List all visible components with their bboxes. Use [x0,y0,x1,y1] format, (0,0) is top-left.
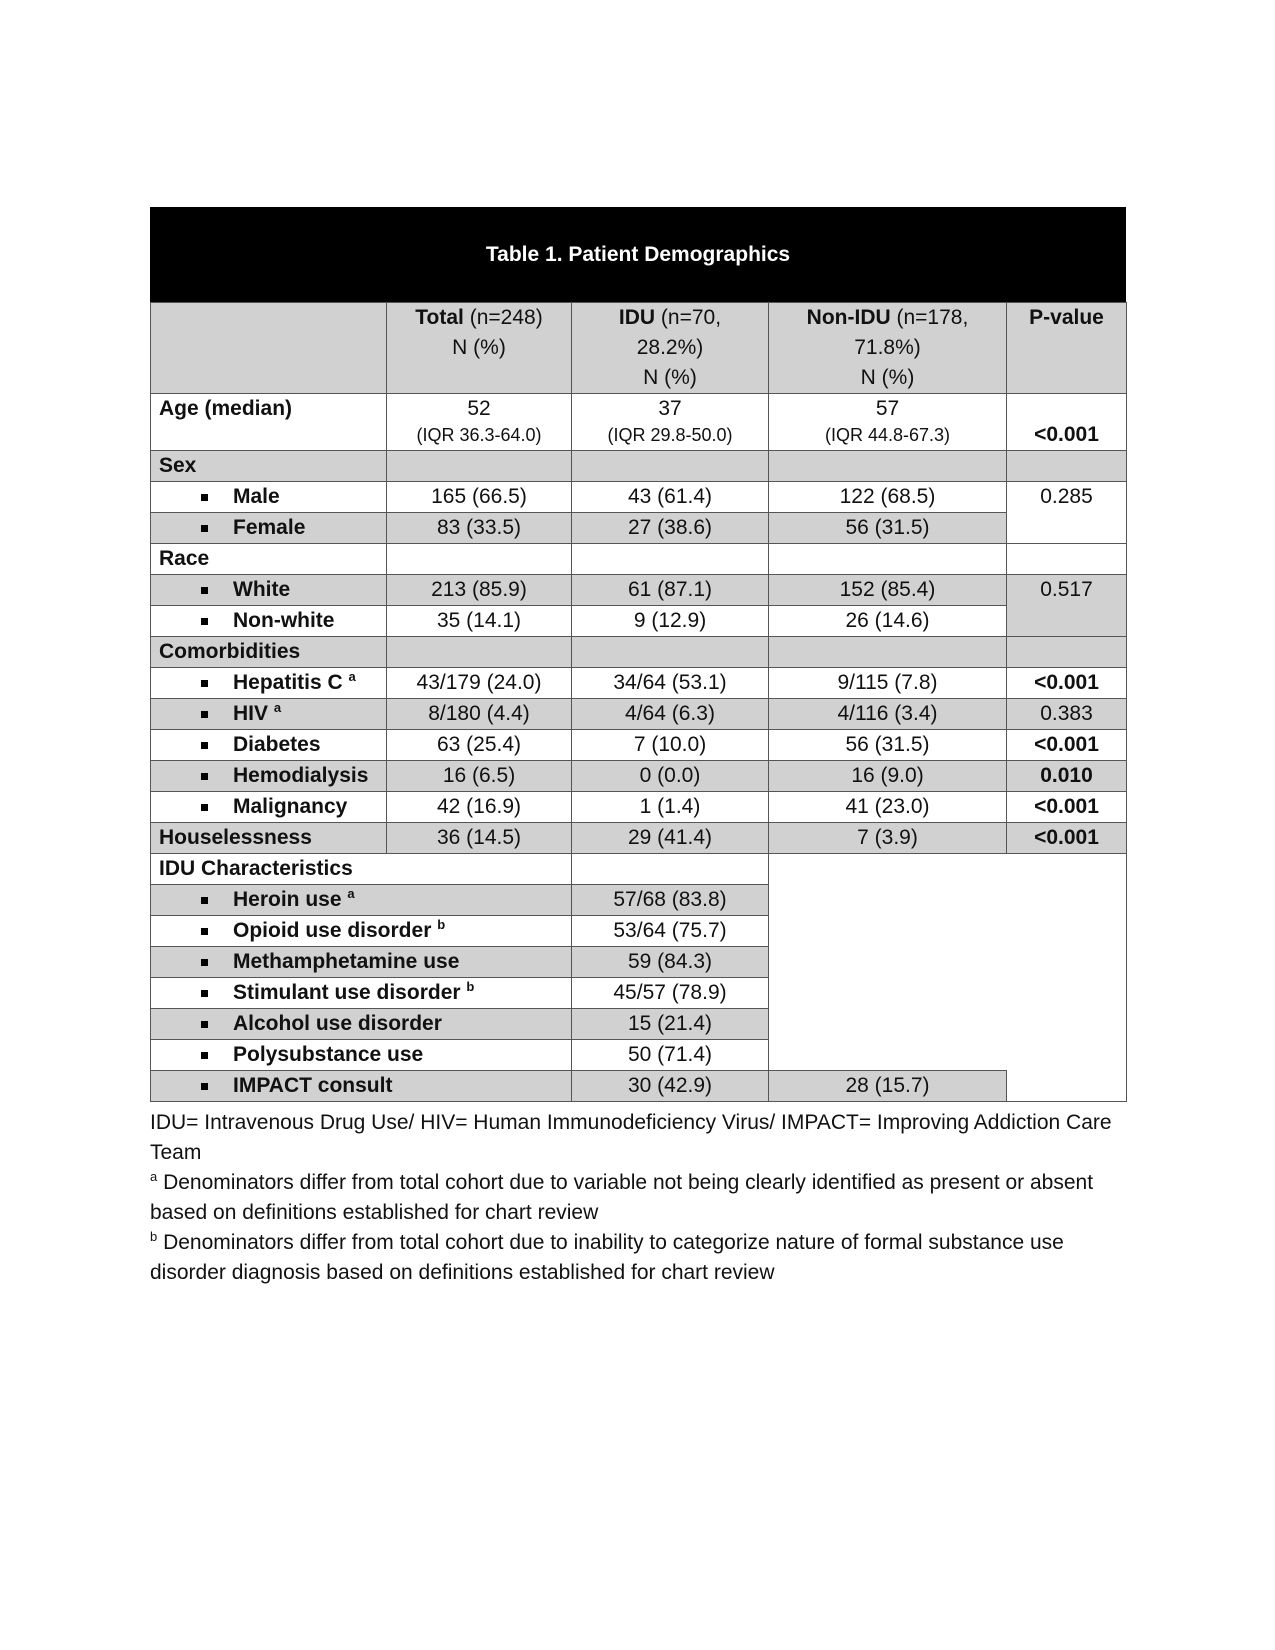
race-heading-row [151,544,1127,575]
race-white-row [151,575,1127,606]
bullet-icon [201,804,208,811]
age-total: 52 (IQR 36.3-64.0) [387,394,572,451]
footnotes [150,1108,1126,1288]
comorbidity-row: HIV $^a$ 8/180 (4.4) 4/64 (6.3) 4/116 (3.4) 0.383 [151,699,1127,730]
idu-char-row: Stimulant use disorder $^b$ 45/57 (78.9) [151,978,1127,1009]
race-label: Race [151,544,387,575]
age-idu: 37 (IQR 29.8-50.0) [572,394,769,451]
houselessness-label: Houselessness [151,823,387,854]
nonwhite-nonidu: 26 (14.6) [769,606,1007,637]
female-nonidu: 56 (31.5) [769,513,1007,544]
bullet-icon [201,711,208,718]
sex-female-row [151,513,1127,544]
header-nonidu: Non-IDU (n=178, 71.8%) N (%) [769,303,1007,394]
comorbidities-heading-row [151,637,1127,668]
idu-char-row: Opioid use disorder $^b$ 53/64 (75.7) [151,916,1127,947]
bullet-icon [201,618,208,625]
idu-char-row: Polysubstance use 50 (71.4) [151,1040,1127,1071]
header-pvalue: P-value [1007,303,1127,394]
comorbidity-row: Hepatitis C $^a$ 43/179 (24.0) 34/64 (53.1) 9/115 (7.8) <0.001 [151,668,1127,699]
header-idu: IDU (n=70, 28.2%) N (%) [572,303,769,394]
idu-char-row: Alcohol use disorder 15 (21.4) [151,1009,1127,1040]
houselessness-row: Houselessness 36 (14.5) 29 (41.4) 7 (3.9) <0.001 [151,823,1127,854]
comorbidity-row: Diabetes 63 (25.4) 7 (10.0) 56 (31.5) <0.001 [151,730,1127,761]
bullet-icon [201,587,208,594]
sex-heading-row [151,451,1127,482]
bullet-icon [201,680,208,687]
bullet-icon [201,990,208,997]
bullet-icon [201,525,208,532]
age-nonidu: 57 (IQR 44.8-67.3) [769,394,1007,451]
bullet-icon [201,959,208,966]
comorbidities-label: Comorbidities [151,637,387,668]
nonwhite-total: 35 (14.1) [387,606,572,637]
male-label: Male [151,482,387,513]
footnote-b: $^b$ Denominators differ from total cohort due to inability to categorize nature of formal substance use disorder diagnosis based on definitions established for chart review [150,1229,1064,1284]
header-total: Total (n=248) N (%) [387,303,572,394]
demographics-table [150,302,1127,1102]
male-total: 165 (66.5) [387,482,572,513]
age-row [151,394,1127,451]
sex-pvalue: 0.285 [1007,482,1127,544]
race-pvalue: 0.517 [1007,575,1127,637]
white-idu: 61 (87.1) [572,575,769,606]
idu-characteristics-heading-row [151,854,1127,885]
bullet-icon [201,1083,208,1090]
bullet-icon [201,897,208,904]
female-total: 83 (33.5) [387,513,572,544]
white-label: White [151,575,387,606]
header-row [151,303,1127,394]
bullet-icon [201,773,208,780]
age-label: Age (median) [151,394,387,451]
table-title: Table 1. Patient Demographics [150,207,1126,302]
white-total: 213 (85.9) [387,575,572,606]
bullet-icon [201,1021,208,1028]
male-nonidu: 122 (68.5) [769,482,1007,513]
comorbidity-row: Hemodialysis 16 (6.5) 0 (0.0) 16 (9.0) 0.010 [151,761,1127,792]
bullet-icon [201,742,208,749]
comorbidity-row: Malignancy 42 (16.9) 1 (1.4) 41 (23.0) <0.001 [151,792,1127,823]
idu-char-row: Heroin use $^a$ 57/68 (83.8) [151,885,1127,916]
race-nonwhite-row [151,606,1127,637]
sex-label: Sex [151,451,387,482]
idu-characteristics-label: IDU Characteristics [151,854,572,885]
age-pvalue: <0.001 [1007,394,1127,451]
female-idu: 27 (38.6) [572,513,769,544]
female-label: Female [151,513,387,544]
abbreviation-note: IDU= Intravenous Drug Use/ HIV= Human Immunodeficiency Virus/ IMPACT= Improving Addiction Care Team [150,1111,1112,1164]
footnote-a: $^a$ Denominators differ from total cohort due to variable not being clearly identified as present or absent based on definitions established for chart review [150,1169,1094,1224]
idu-char-row: Methamphetamine use 59 (84.3) [151,947,1127,978]
male-idu: 43 (61.4) [572,482,769,513]
document [150,207,1126,1288]
nonwhite-idu: 9 (12.9) [572,606,769,637]
sex-male-row [151,482,1127,513]
impact-row: IMPACT consult 30 (42.9) 28 (15.7) [151,1071,1127,1102]
header-blank [151,303,387,394]
bullet-icon [201,928,208,935]
bullet-icon [201,1052,208,1059]
bullet-icon [201,494,208,501]
nonwhite-label: Non-white [151,606,387,637]
white-nonidu: 152 (85.4) [769,575,1007,606]
